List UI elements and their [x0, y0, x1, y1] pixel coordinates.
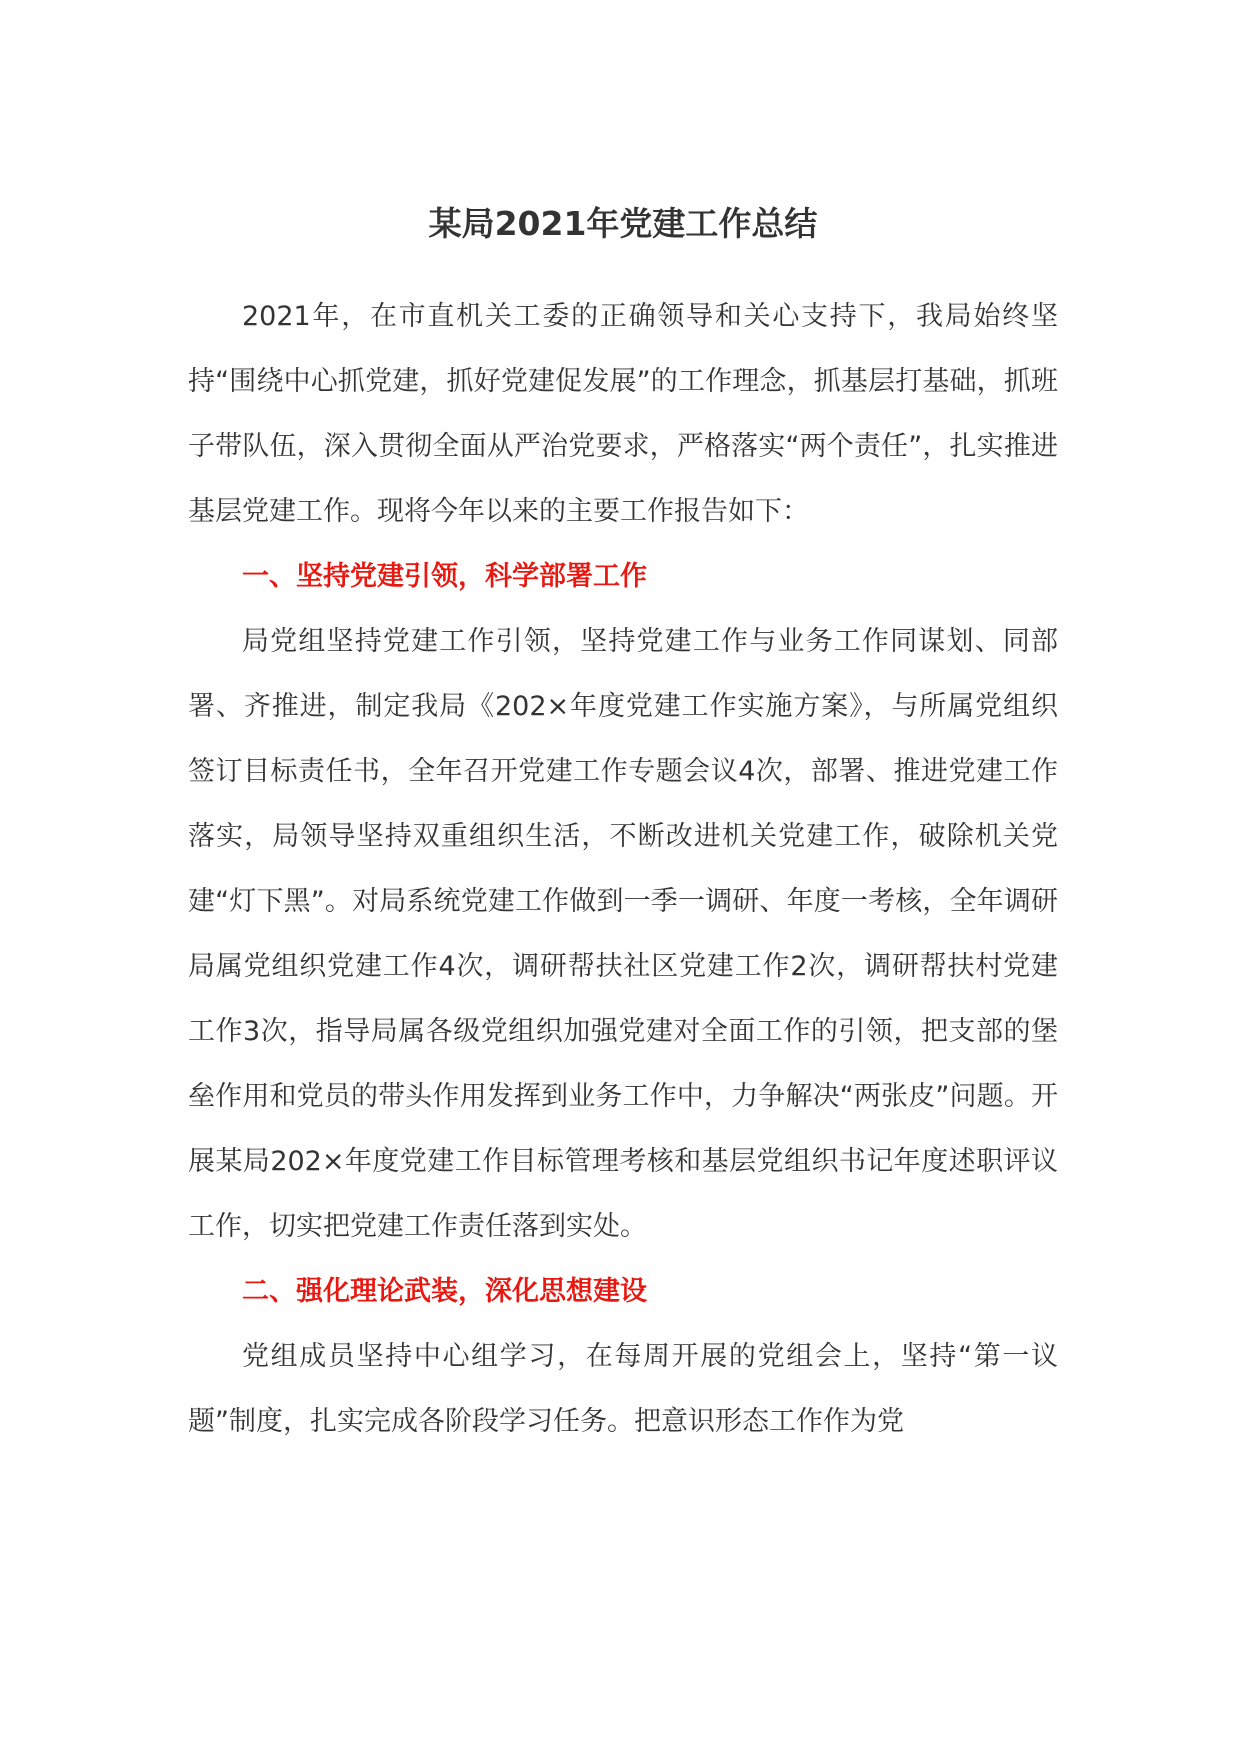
section-1-heading: 一、坚持党建引领，科学部署工作 — [242, 561, 647, 592]
section-2-body: 党组成员坚持中心组学习，在每周开展的党组会上，坚持“第一议题”制度，扎实完成各阶段学习任务。把意识形态工作作为党 — [188, 1341, 1058, 1437]
document-title: 某局2021年党建工作总结 — [428, 204, 818, 243]
intro-paragraph: 2021年，在市直机关工委的正确领导和关心支持下，我局始终坚持“围绕中心抓党建，抓好党建促发展”的工作理念，抓基层打基础，抓班子带队伍，深入贯彻全面从严治党要求，严格落实“两个责任”，扎实推进基层党建工作。现将今年以来的主要工作报告如下： — [188, 301, 1058, 527]
section-2-heading: 二、强化理论武装，深化思想建设 — [242, 1276, 647, 1307]
section-1-body: 局党组坚持党建工作引领，坚持党建工作与业务工作同谋划、同部署、齐推进，制定我局《202×年度党建工作实施方案》，与所属党组织签订目标责任书，全年召开党建工作专题会议4次，部署、推进党建工作落实，局领导坚持双重组织生活，不断改进机关党建工作，破除机关党建“灯下黑”。对局系统党建工作做到一季一调研、年度一考核，全年调研局属党组织党建工作4次，调研帮扶社区党建工作2次，调研帮扶村党建工作3次，指导局属各级党组织加强党建对全面工作的引领，把支部的堡垒作用和党员的带头作用发挥到业务工作中，力争解决“两张皮”问题。开展某局202×年度党建工作目标管理考核和基层党组织书记年度述职评议工作，切实把党建工作责任落到实处。 — [188, 626, 1058, 1242]
document-content — [188, 196, 1058, 1454]
